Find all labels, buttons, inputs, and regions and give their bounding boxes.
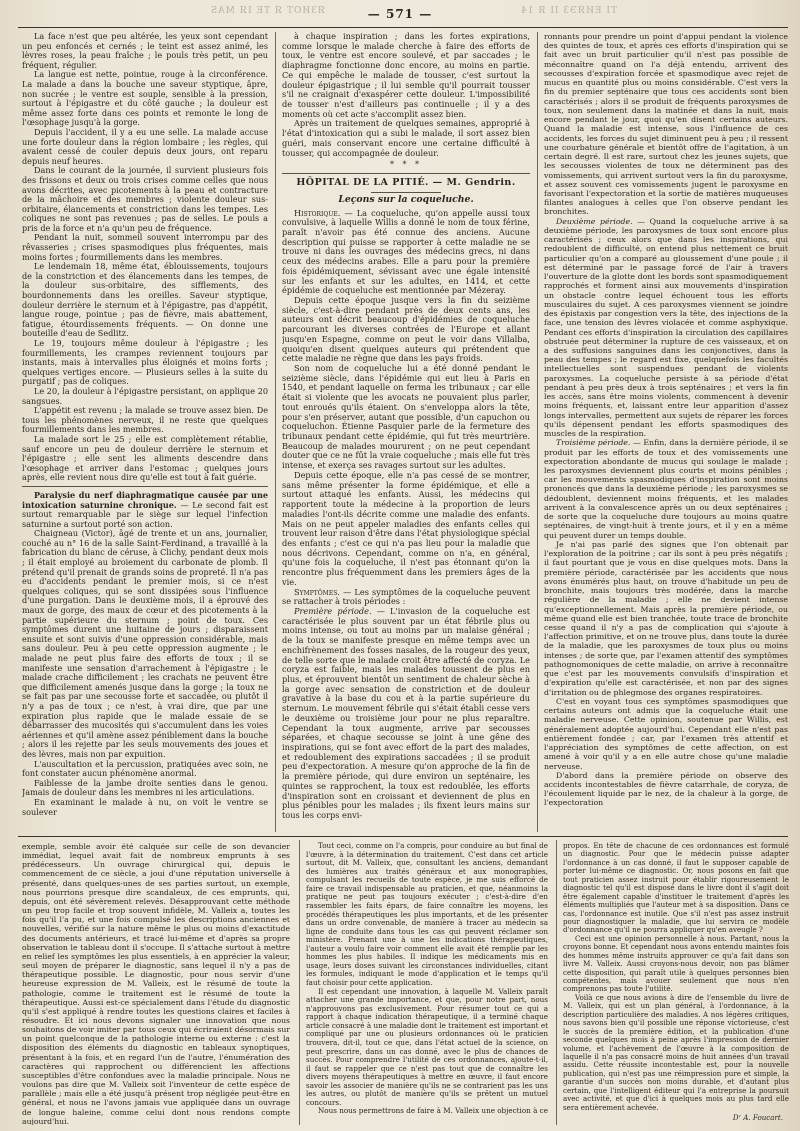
review-column-2 (306, 842, 548, 1125)
deuxieme-label: Deuxième période. (556, 216, 633, 226)
historique-text: — La coqueluche, qu'on appelle aussi toux convulsive, à laquelle Willis a donné le nom de toux férine, paraît n'avoir pas été connue des anciens. Aucune description qui puisse se rapporter à cette maladie ne se trouve ni dans les ouvrages des médecins grecs, ni dans ceux des médecins arabes. Elle a paru pour la première fois épidémiquement, sévissant avec une égale intensité sur les enfants et sur les adultes, en 1414, et cette épidémie de coqueluche est mentionnée par Mézeray. (282, 207, 530, 296)
section-ornament: * * * (389, 160, 423, 170)
troisieme-text: — Enfin, dans la dernière période, il se produit par les efforts de toux et des vomissements une expectoration abondante de mucus qui soulage le malade ; les paroxysmes deviennent plus courts et moins pénibles ; car les mouvements spasmodiques d'inspiration sont moins prononcés que dans la deuxième période ; les paroxysmes se dédoublent, deviennent moins fréquents, et les malades arrivent à la convalescence après un ou deux septénaires ; de sorte que la coqueluche dure toujours au moins quatre septénaires, de vingt-huit à trente jours, et il y en a même qui peuvent durer un temps double. (544, 438, 788, 540)
header-rule (18, 27, 788, 28)
paragraph: Ceci est une opinion personnelle à nous. Partant, nous la croyons bonne. Et cependant nous avons entendu maintes fois des hommes même instruits approuver ce qu'a fait dans son livre M. Valleix. Aussi croyons-nous devoir, non pas blâmer cette disposition, qui paraît utile à quelques personnes bien compétentes, mais avouer seulement que nous n'en comprenons pas toute l'utilité. (563, 933, 789, 994)
paragraph: Depuis cette époque jusque vers la fin du seizième siècle, c'est-à-dire pendant près de deux cents ans, les auteurs ont décrit beaucoup d'épidémies de coqueluche parcourant les diverses contrées de l'Europe et allant jusqu'en Espagne, comme on peut le voir dans Villalba, quoiqu'en disent quelques auteurs qui prétendent que cette maladie ne règne que dans les pays froids. (282, 294, 530, 364)
case-title: Paralysie du nerf diaphragmatique causée par une intoxication saturnine chronique. (22, 489, 268, 510)
paragraph: exemple, semble avoir été calquée sur celle de son devancier immédiat, lequel avait fait de nombreux emprunts à ses prédécesseurs. Un ouvrage chirurgical qui, depuis le commencement de ce siècle, a joui d'une réputation universelle à présenté, dans quelques-unes de ses parties surtout, un exemple, nous pourrions presque dire scandaleux, de ces emprunts, qui, depuis, ont été sévèrement relevés. Désapprouvant cette méthode un peu trop facile et trop souvent infidèle, M. Valleix a, toutes les fois qu'il l'a pu, et une fois compulsé les descriptions anciennes et nouvelles, vérifié sur la nature même le plus ou moins d'exactitude des documents antérieurs, et tracé lui-même et d'après sa propre observation le tableau dont il s'occupe. Il s'attache surtout à mettre en relief les symptômes les plus essentiels, à en apprécier la valeur, seul moyen de préparer le diagnostic, sans lequel il n'y a pas de thérapeutique possible. Le diagnostic, pour nous servir d'une heureuse expression de M. Valleix, est le résumé de toute la pathologie, comme le traitement est le résumé de toute la thérapeutique. Aussi est-ce spécialement dans l'étude du diagnostic qu'il s'est appliqué à rendre toutes les questions claires et faciles à résoudre. Et ici nous devons signaler une innovation que nous souhaitons de voir imiter par tous ceux qui écriraient désormais sur un point quelconque de la pathologie interne ou externe : c'est la disposition des éléments du diagnostic en tableaux synoptiques, présentant à la fois, et en regard l'un de l'autre, l'énumération des caractères qui rapprochent ou différencient les affections susceptibles d'être confondues avec la maladie principale. Nous ne voulons pas dire que M. Valleix soit l'inventeur de cette espèce de parallèle ; mais elle a été jusqu'à présent trop négligée peut-être en général, et nous ne l'avons jamais vue appliquée dans un ouvrage de longue haleine, comme celui dont nous rendons compte aujourd'hui. (22, 842, 290, 1125)
paragraph (282, 209, 530, 296)
paragraph: En examinant le malade à nu, on voit le ventre se soulever (22, 796, 268, 817)
author-signature: Dʳ A. Foucart. (732, 1113, 783, 1122)
paragraph: Nous nous permettrons de faire à M. Valleix une objection à ce (318, 1106, 548, 1116)
paragraph: ronnants pour prendre un point d'appui pendant la violence des quintes de toux, et après ces efforts d'inspiration qui se fait avec un bruit particulier qu'il n'est pas possible de méconnaître quand on l'a déjà entendu, arrivent des secousses d'expiration forcée et spasmodique avec rejet de mucus en quantité plus ou moins considérable. C'est vers la fin du premier septénaire que tous ces accidents sont bien caractérisés ; alors il se produit de fréquents paroxysmes de toux, non seulement dans la matinée et dans la nuit, mais encore pendant le jour, quoi qu'en disent certains auteurs. Quand la maladie est intense, sous l'influence de ces accidents, les forces du sujet diminuent peu à peu ; il ressent une courbature générale et bientôt offre de l'agitation, à un certain degré. Il est rare, surtout chez les jeunes sujets, que les secousses violentes de toux ne déterminent pas des vomissements, qui arrivent surtout vers la fin du paroxysme, et assez souvent ces vomissements jugent le paroxysme en favorisant l'expectoration et la sortie de matières muqueuses filantes analogues à celles que l'on observe pendant les bronchites. (544, 32, 788, 217)
paragraph: Depuis l'accident, il y a eu une selle. La malade accuse une forte douleur dans la région lombaire ; les règles, qui avaient cessé de couler depuis deux jours, ont reparu depuis neuf heures. (22, 126, 268, 166)
review-column-1 (22, 842, 290, 1125)
paragraph: Tout ceci, comme on l'a compris, pour conduire au but final de l'œuvre, à la détermination du traitement. C'est dans cet article surtout, dit M. Valleix, que, consultant les anciens, demandant des lumières aux traités généraux et aux monographies, compulsant les recueils de toute espèce, je me suis efforcé de faire ce travail indispensable au praticien, et que, néanmoins la pratique ne peut pas toujours exécuter ; c'est-à-dire d'en rassembler les faits épars, de faire connaître les moyens, les procédés thérapeutiques les plus importants, et de les présenter dans un ordre convenable, de manière à tracer au médecin sa ligne de conduite dans tous les cas qui peuvent réclamer son ministère. Prenant une à une les indications thérapeutiques, l'auteur a voulu faire voir comment elle avait été remplie par les hommes les plus habiles. Il indique les médicaments mis en usage, leurs doses suivant les circonstances individuelles, citant les formules, indiquant le mode d'application et le temps qu'il faut choisir pour cette application. (306, 842, 548, 987)
case-paragraph (22, 491, 268, 529)
paragraph: Voilà ce que nous avions à dire de l'ensemble du livre de M. Valleix, qui est un plan général, à l'ordonnance, à la description particulière des maladies. A nos légères critiques, nous savons bien qu'il possible une réponse victorieuse, c'est le succès de la première édition, et la publication d'une seconde quelques mois à peine après l'impression de dernier volume, et l'achèvement de l'œuvre à la composition de laquelle il n'a pas consacré moins de huit années d'un travail assidu. Cette réussite incontestable est, pour la nouvelle publication, qui n'est pas une réimpression pure et simple, la garantie d'un succès non moins durable, et d'autant plus certain, que l'intelligent éditeur qui l'a entreprise la poursuit avec activité, et que d'ici à quelques mois au plus tard elle sera entièrement achevée. (563, 992, 789, 1112)
paragraph: Il est cependant une innovation, à laquelle M. Valleix paraît attacher une grande importance, et que, pour notre part, nous n'approuvons pas exclusivement. Pour résumer tout ce qui a rapport à chaque indication thérapeutique, il a terminé chaque article consacré à une maladie dont le traitement est important et compliqué par une ou plusieurs ordonnances où le praticien trouvera, dit-il, tout ce que, dans l'état actuel de la science, on peut prescrire, dans un cas donné, avec le plus de chances de succès. Pour comprendre l'utilité de ces ordonnances, ajoute-t-il, il faut se rappeler que ce n'est pas tout que de connaître les divers moyens thérapeutiques à mettre en œuvre, il faut encore savoir les associer de manière qu'ils ne se contrarient pas les uns les autres, ou plutôt de manière qu'ils se prêtent un mutuel concours. (306, 986, 548, 1107)
column-1 (22, 32, 268, 834)
section-divider (22, 486, 268, 487)
premiere-label: Première période. (294, 605, 372, 616)
troisieme-label: Troisième période. (556, 438, 631, 448)
review-column-3 (563, 842, 789, 1125)
paragraph: Chaigneau (Victor), âgé de trente et un ans, journalier, couché au n° 16 de la salle Saint-Ferdinand, a travaillé à la fabrication du blanc de céruse, à Clichy, pendant deux mois ; il était employé au broiement du carbonate de plomb. Il prétend qu'il prenait de grands soins de propreté. Il n'a pas eu d'accidents pendant le premier mois, si ce n'est quelques coliques, qui se sont dissipées sous l'influence d'une purgation. Dans le deuxième mois, il a éprouvé des maux de gorge, des maux de cœur et des picotements à la partie supérieure du sternum ; point de toux. Ces symptômes durent une huitaine de jours ; disparaissent ensuite et sont suivis d'une oppression considérable, mais sans douleur. Peu à peu cette oppression augmente ; le malade ne peut plus faire des efforts de toux ; il se manifeste une sensation d'arrachement à l'épigastre ; le malade crache difficilement ; les crachats ne peuvent être que difficilement amenés jusque dans la gorge ; la toux ne se fait pas par une secousse forte et saccadée, ou plutôt il n'y a pas de toux ; ce n'est, à vrai dire, que par une expiration plus rapide que le malade essaie de se débarrasser des mucosités qui s'accumulent dans les voies aériennes et qu'il amène assez péniblement dans la bouche ; alors il les rejette par les seuls mouvements des joues et des lèvres, mais non par expuition. (22, 528, 268, 759)
paragraph (544, 438, 788, 540)
paragraph: Depuis cette époque, elle n'a pas cessé de se montrer, sans même présenter la forme épidémique, et elle a surtout attaqué les enfants. Aussi, les médecins qui rapportent toute la médecine à la proportion de leurs maladies l'ont-ils décrite comme une maladie des enfants. Mais on ne peut appeler maladies des enfants celles qui trouvent leur raison d'être dans l'état physiologique spécial des enfants ; c'est ce qui n'a pas lieu pour la maladie que nous décrivons. Cependant, comme on n'a, en général, qu'une fois la coqueluche, il n'est pas étonnant qu'on la rencontre plus fréquemment dans les premiers âges de la vie. (282, 469, 530, 587)
paragraph (282, 607, 530, 821)
column-divider (299, 840, 300, 1125)
column-2 (282, 32, 530, 834)
bleed-through-text-left: ЯЗИОТ Я ТЕ ІЯ MAS (210, 6, 326, 16)
paragraph (544, 217, 788, 439)
paragraph: C'est en voyant tous ces symptômes spasmodiques que certains auteurs ont admis que la coqueluche était une maladie nerveuse. Cette opinion, soutenue par Willis, est généralement adoptée aujourd'hui. Cependant elle n'est pas entièrement fondée ; car, par l'examen très attentif et l'appréciation des symptômes de cette affection, on est amené à voir qu'il y a en elle autre chose qu'une maladie nerveuse. (544, 696, 788, 771)
paragraph: D'abord dans la première période on observe des accidents incontestables de fièvre catarrhale, de coryza, de l'écoulement liquide par le nez, de la chaleur à la gorge, de l'expectoration (544, 770, 788, 808)
section-title: HÔPITAL DE LA PITIÉ. — M. Gendrin. (296, 177, 516, 189)
deuxieme-text: — Quand la coqueluche arrive à sa deuxième période, les paroxysmes de toux sont encore plus caractérisés ; ceux alors que dans les inspirations, qui redoublent de difficulté, on entend plus nettement ce bruit particulier qu'on a comparé au gloussement d'une poule ; il est déterminé par le passage forcé de l'air à travers l'ouverture de la glotte dont les bords sont spasmodiquement rapprochés et forment ainsi aux mouvements d'inspiration un obstacle contre lequel échouent tous les efforts musculaires du sujet. A ces paroxysmes viennent se joindre des épistaxis par congestion vers la tête, des injections de la face, une tension des lèvres violacée et comme asphyxique. Pendant ces efforts d'inspiration la circulation des capillaires obstruée peut déterminer la rupture de ces vaisseaux, et on a des suffusions sanguines dans les conjonctives, dans la peau des tempes ; le regard est fixe, quelquefois les facultés intellectuelles sont suspendues pendant de violents paroxysmes. La coqueluche persiste à sa période d'état pendant à peu près deux à trois septénaires ; et vers la fin les accès, sans être moins violents, commencent à devenir moins fréquents, et, laissant entre leur apparition d'assez longs intervalles, permettent aux sujets de réparer les forces qu'ils dépensent pendant les efforts spasmodiques des muscles de la respiration. (544, 216, 788, 439)
paragraph: L'appétit est revenu ; la malade se trouve assez bien. De tous les phénomènes nerveux, il ne reste que quelques fourmillements dans les membres. (22, 405, 268, 435)
paragraph: Le lendemain 18, même état, éblouissements, toujours de la constriction et des élancements dans les tempes, de la douleur sus-orbitaire, des sifflements, des bourdonnements dans les oreilles. Saveur styptique, douleur derrière le sternum et à l'épigastre, pas d'appétit, langue rouge, pointue ; pas de fièvre, mais abattement, fatigue, étourdissements fréquents. — On donne une bouteille d'eau de Sedlitz. (22, 261, 268, 339)
paragraph: propos. En tête de chacune de ces ordonnances est formulé un diagnostic. Pour que le médecin puisse adapter l'ordonnance à un cas donné, il faut le supposer capable de porter lui-même ce diagnostic. Or, nous posons en fait que tout praticien assez instruit pour établir rigoureusement le diagnostic tel qu'il est disposé dans le livre dont il s'agit doit être également capable d'instituer le traitement d'après les éléments multipliés que l'auteur met à sa disposition. Dans ce cas, l'ordonnance est inutile. Que s'il n'est pas assez instruit pour diagnostiquer la maladie, que lui servira ce modèle d'ordonnance qu'il ne pourra appliquer qu'en aveugle ? (563, 842, 789, 935)
historique-label: Historique. (294, 207, 341, 218)
case-intro: — Le second fait est surtout remarquable par le siège sur lequel l'infection saturnine a surtout porté son action. (22, 499, 268, 529)
paragraph: Le 20, la douleur à l'épigastre persistant, on applique 20 sangsues. (22, 385, 268, 406)
bleed-through-text-right: ТІ ЕИЯЭЗ ІІ Я 14 (520, 6, 618, 16)
column-3 (544, 32, 788, 834)
column-divider (537, 32, 538, 832)
paragraph: Pendant la nuit, sommeil souvent interrompu par des rêvasseries ; crises spasmodiques plus fréquentes, mais moins fortes ; fourmillements dans les membres. (22, 232, 268, 262)
paragraph: Je n'ai pas parlé des signes que l'on obtenait par l'exploration de la poitrine ; car ils sont à peu près négatifs ; il faut pourtant que je vous en dise quelques mots. Dans la première période, caractérisée par les accidents que nous avons énumérés plus haut, on trouve d'habitude un peu de bronchite, mais toujours très modérée, dans la marche régulière de la maladie ; elle ne devient intense qu'exceptionnellement. Mais après la première période, ou même quand elle est bien tranchée, toute trace de bronchite cesse quand il n'y a pas de complication qui s'ajoute à l'affection primitive, et on ne trouve plus, dans toute la durée de la maladie, que les paroxysmes de toux plus ou moins intenses ; de sorte que, par l'examen attentif des symptômes pathognomoniques de cette maladie, on arrive à reconnaître que c'est par les mouvements convulsifs d'inspiration et d'expiration qu'elle est caractérisée, et non par des signes d'irritation ou de phlegmose des organes respiratoires. (544, 539, 788, 697)
paragraph: La langue est nette, pointue, rouge à la circonférence. La malade a dans la bouche une saveur styptique, âpre, non sucrée ; le ventre est souple, sensible à la pression, surtout à l'épigastre et du côté gauche ; la douleur est même assez forte dans ces points et remonte le long de l'œsophage jusqu'à la gorge. (22, 69, 268, 128)
paragraph: La malade sort le 25 ; elle est complètement rétablie, sauf encore un peu de douleur derrière le sternum et l'épigastre ; elle sent les aliments descendre dans l'œsophage et arriver dans l'estomac ; quelques jours après, elle revient nous dire qu'elle est tout à fait guérie. (22, 433, 268, 483)
paragraph: à chaque inspiration ; dans les fortes expirations, comme lorsque le malade cherche à faire des efforts de toux, le ventre est encore soulevé, et par saccades ; le diaphragme fonctionne donc encore, au moins en partie. Ce qui empêche le malade de tousser, c'est surtout la douleur épigastrique ; il lui semble qu'il pourrait tousser s'il ne craignait d'exaspérer cette douleur. L'impossibilité de tousser n'est d'ailleurs pas continuelle ; il y a des moments où cet acte s'accomplit assez bien. (282, 32, 530, 119)
section-subtitle: Leçons sur la coqueluche. (338, 193, 474, 205)
column-divider (556, 840, 557, 1125)
paragraph: Faiblesse de la jambe droite senties dans le genou. Jamais de douleur dans les membres ni les articulations. (22, 777, 268, 798)
page-number: — 571 — (367, 7, 433, 21)
title-rule (371, 192, 441, 193)
column-divider (275, 32, 276, 832)
symptomes-text: — Les symptômes de la coqueluche peuvent se rattacher à trois périodes : (282, 586, 530, 607)
paragraph: La face n'est que peu altérée, les yeux sont cependant un peu enfoncés et cernés ; le teint est assez animé, les lèvres roses, la peau fraîche ; le pouls très petit, un peu fréquent, régulier. (22, 32, 268, 70)
page-header (0, 4, 800, 24)
paragraph: Dans le courant de la journée, il survient plusieurs fois des frissons et deux ou trois crises comme celles que nous avons décrites, avec picotements à la peau et contracture de la mâchoire et des membres ; violente douleur sus-orbitaire, élancements et constriction dans les tempes. Les coliques ne sont pas revenues ; pas de selles. Le pouls a pris de la force et n'a qu'un peu de fréquence. (22, 165, 268, 233)
paragraph: Son nom de coqueluche lui a été donné pendant le seizième siècle, dans l'épidémie qui eut lieu à Paris en 1540, et pendant laquelle on ferma les tribunaux ; car elle était si violente que les avocats ne pouvaient plus parler, tout enroués qu'ils étaient. On s'enveloppa alors la tête, pour s'en préserver, autant que possible, d'un capuchon ou coqueluchon. Étienne Pasquier parle de la fermeture des tribunaux pendant cette épidémie, qui fut très meurtrière. Beaucoup de malades moururent ; on ne peut cependant douter que ce ne fût la vraie coqueluche ; mais elle fut très intense, et exerça ses ravages surtout sur les adultes. (282, 363, 530, 471)
paragraph: L'auscultation et la percussion, pratiquées avec soin, ne font constater aucun phénomène anormal. (22, 758, 268, 779)
premiere-text: — L'invasion de la coqueluche est caractérisée le plus souvent par un état fébrile plus ou moins intense, ou tout au moins par un malaise général ; de la toux se manifeste presque en même temps avec un enchifrènement des fosses nasales, de la rougeur des yeux, de telle sorte que le malade croit être affecté de coryza. Le coryza est faible, mais les malades toussent de plus en plus, et éprouvent bientôt un sentiment de chaleur sèche à la gorge avec sensation de constriction et de douleur gravative à la base du cou et à la partie supérieure du sternum. Le mouvement fébrile qui s'était établi cesse vers le deuxième ou troisième jour pour ne plus reparaître. Cependant la toux augmente, arrive par secousses séparées, et chaque secousse se joint à une gêne des inspirations, qui se font avec effort de la part des malades, et redoublement des expirations saccadées ; il se produit peu d'expectoration. A mesure qu'on approche de la fin de la première période, qui dure environ un septénaire, les quintes se rapprochent, la toux est redoublée, les efforts d'inspiration sont en croissant et deviennent de plus en plus pénibles pour les malades ; ils fixent leurs mains sur tous les corps envi- (282, 605, 530, 821)
section-divider (282, 173, 530, 174)
paragraph: Le 19, toujours même douleur à l'épigastre ; les fourmillements, les crampes reviennent toujours par instants, mais à intervalles plus éloignés et moins forts ; quelques vertiges encore. — Plusieurs selles à la suite du purgatif ; pas de coliques. (22, 338, 268, 387)
paragraph (282, 588, 530, 607)
paragraph: Après un traitement de quelques semaines, approprié à l'état d'intoxication qui a subi le malade, il sort assez bien guéri, mais conservant encore une certaine difficulté à tousser, qui accompagnée de douleur. (282, 118, 530, 158)
section-rule (18, 836, 788, 837)
symptomes-label: Symptômes. (294, 586, 340, 597)
